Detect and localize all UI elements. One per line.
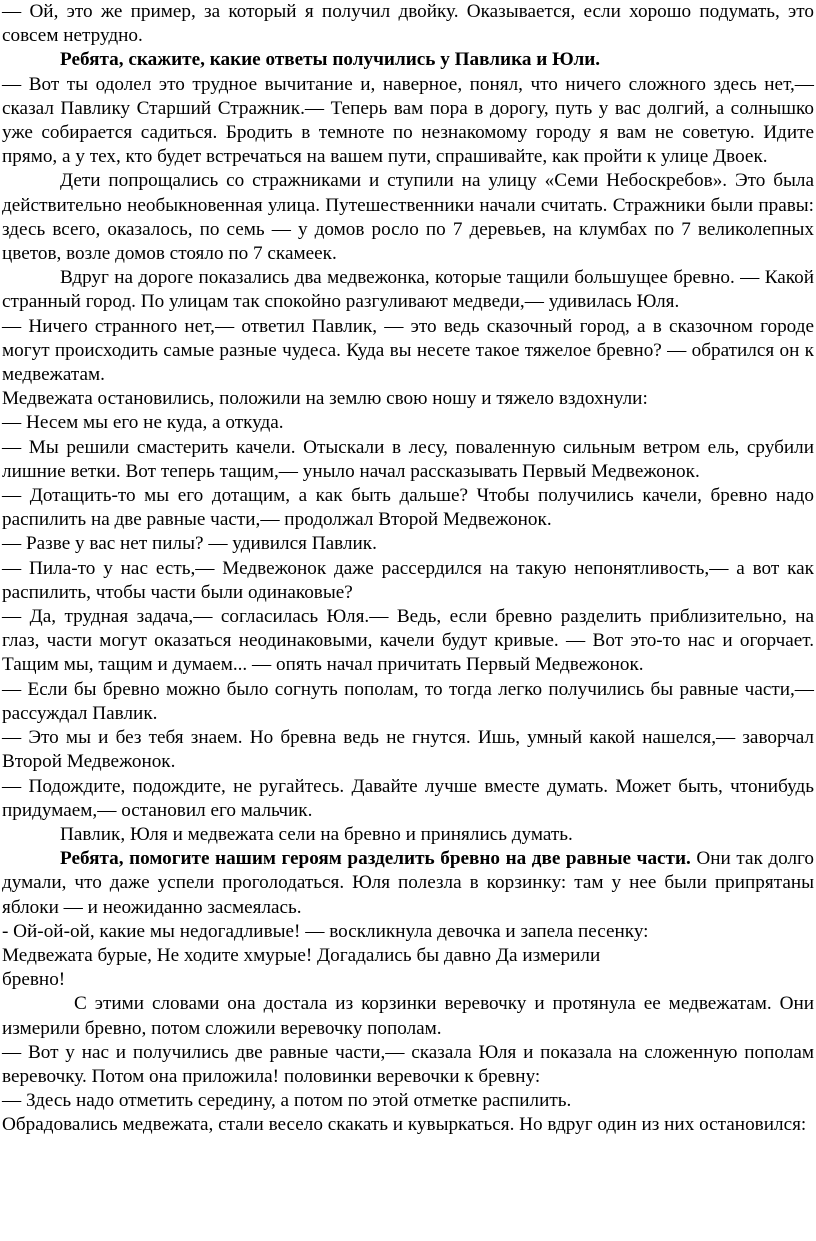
paragraph-13: — Если бы бревно можно было согнуть пополам, то тогда легко получились бы равные части,— рассуждал Павлик. (2, 678, 814, 724)
paragraph-5: — Ничего странного нет,— ответил Павлик, — это ведь сказочный город, а в сказочном городе могут происходить самые разные чудеса. Куда вы несете такое тяжелое бревно? — обратился он к медвежатам. (2, 315, 814, 386)
paragraph-18: - Ой-ой-ой, какие мы недогадливые! — воскликнула девочка и запела песенку: (2, 920, 649, 942)
paragraph-23: — Здесь надо отметить середину, а потом по этой отметке распилить. (2, 1090, 572, 1112)
paragraph-16: Павлик, Юля и медвежата сели на бревно и принялись думать. (60, 823, 573, 845)
section-heading: Ребята, скажите, какие ответы получились у Павлика и Юли. (60, 49, 601, 71)
paragraph-3: Дети попрощались со стражниками и ступили на улицу «Семи Небоскребов». Это была действительно необыкновенная улица. Путешественники начали считать. Стражники были правы: здесь всего, оказалось, по семь — у домов росло по 7 деревьев, на клумбах по 7 великолепных цветов, возле домов стояло по 7 скамеек. (2, 170, 814, 265)
paragraph-2: — Вот ты одолел это трудное вычитание и, наверное, понял, что ничего сложного здесь нет,— сказал Павлику Старший Стражник.— Теперь вам пора в дорогу, путь у вас долгий, а солнышко уже собирается садиться. Бродить в темноте по незнакомому городу я вам не советую. Идите прямо, а у тех, кто будет встречаться на вашем пути, спрашивайте, как пройти к улице Двоек. (2, 73, 814, 168)
paragraph-9: — Дотащить-то мы его дотащим, а как быть дальше? Чтобы получились качели, бревно надо распилить на две равные части,— продолжал Второй Медвежонок. (2, 485, 814, 531)
paragraph-7: — Несем мы его не куда, а откуда. (2, 412, 284, 434)
paragraph-10: — Разве у вас нет пилы? — удивился Павлик. (2, 533, 377, 555)
paragraph-6: Медвежата остановились, положили на землю свою ношу и тяжело вздохнули: (2, 388, 648, 410)
paragraph-17-text: Они так долго думали, что даже успели проголодаться. Юля полезла в корзинку: там у нее были припрятаны яблоки — и неожиданно засмеялась. (2, 848, 815, 918)
song-line-2: бревно! (2, 969, 66, 991)
paragraph-11: — Пила-то у нас есть,— Медвежонок даже рассердился на такую непонятливость,— а вот как распилить, чтобы части были одинаковые? (2, 557, 814, 603)
paragraph-21: С этими словами она достала из корзинки веревочку и протянула ее медвежатам. Они измерили бревно, потом сложили веревочку пополам. (2, 993, 814, 1039)
paragraph-17 (2, 847, 814, 920)
task-instruction: Ребята, помогите нашим героям разделить бревно на две равные части. (60, 848, 691, 870)
paragraph-4: Вдруг на дороге показались два медвежонка, которые тащили большущее бревно. — Какой странный город. По улицам так спокойно разгуливают медведи,— удивилась Юля. (2, 267, 814, 313)
paragraph-22: — Вот у нас и получились две равные части,— сказала Юля и показала на сложенную пополам веревочку. Потом она приложила! половинки веревочки к бревну: (2, 1041, 814, 1087)
paragraph-15: — Подождите, подождите, не ругайтесь. Давайте лучше вместе думать. Может быть, чтонибудь придумаем,— остановил его мальчик. (2, 775, 814, 821)
paragraph-8: — Мы решили смастерить качели. Отыскали в лесу, поваленную сильным ветром ель, срубили лишние ветки. Вот теперь тащим,— уныло начал рассказывать Первый Медвежонок. (2, 436, 814, 482)
paragraph-12: — Да, трудная задача,— согласилась Юля.— Ведь, если бревно разделить приблизительно, на глаз, части могут оказаться неодинаковыми, качели будут кривые. — Вот это-то нас и огорчает. Тащим мы, тащим и думаем... — опять начал причитать Первый Медвежонок. (2, 606, 814, 676)
paragraph-14: — Это мы и без тебя знаем. Но бревна ведь не гнутся. Ишь, умный какой нашелся,— заворчал Второй Медвежонок. (2, 727, 814, 773)
paragraph-24: Обрадовались медвежата, стали весело скакать и кувыркаться. Но вдруг один из них остановился: (2, 1114, 807, 1136)
paragraph-1: — Ой, это же пример, за который я получил двойку. Оказывается, если хорошо подумать, это совсем нетрудно. (2, 1, 814, 47)
song-line-1: Медвежата бурые, Не ходите хмурые! Догадались бы давно Да измерили (2, 944, 601, 966)
